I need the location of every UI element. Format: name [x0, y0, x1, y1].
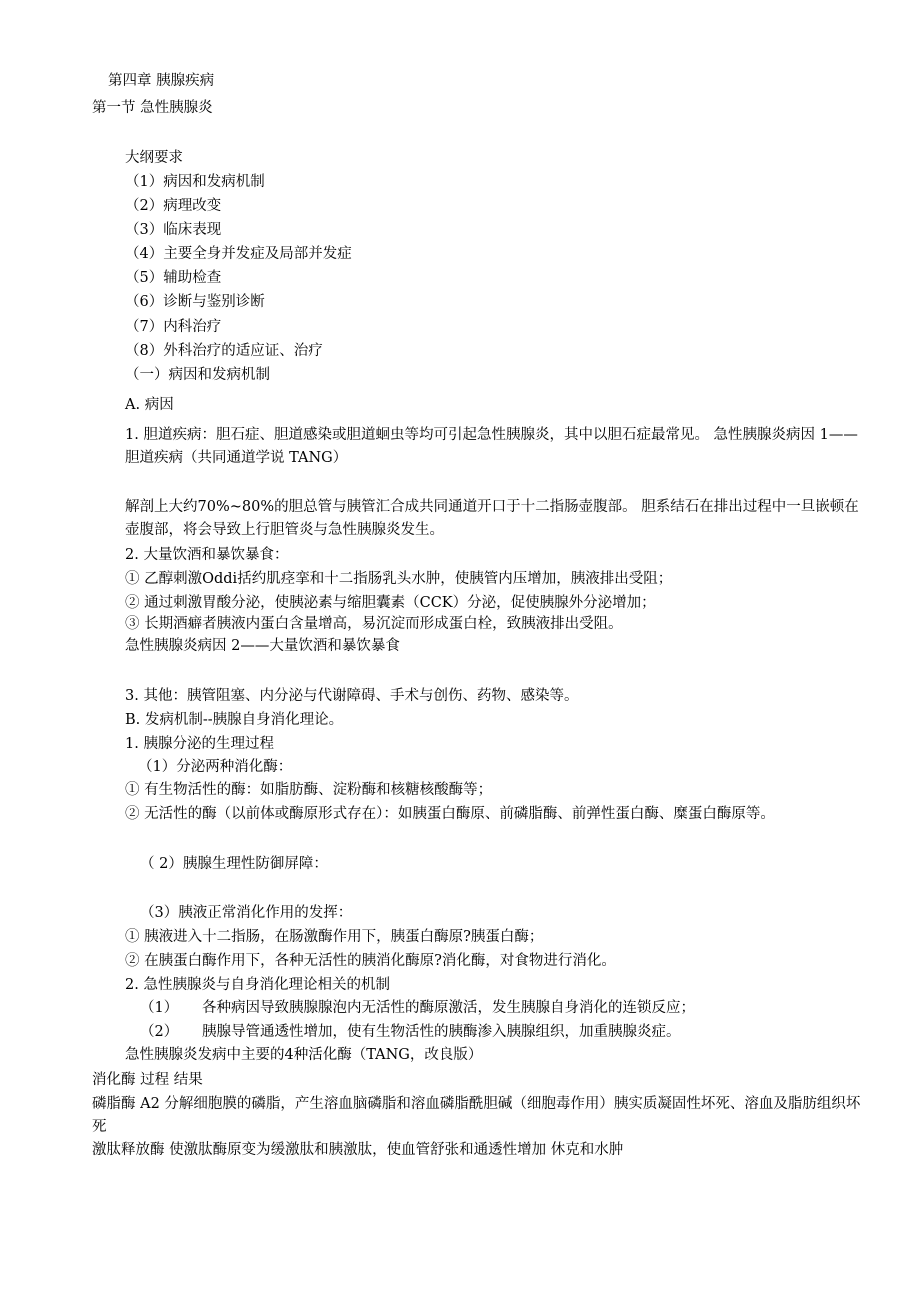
- enzyme-inactive: ② 无活性的酶（以前体或酶原形式存在）：如胰蛋白酶原、前磷脂酶、前弹性蛋白酶、糜蛋白酶原等。: [125, 806, 775, 822]
- cause2-item: ③ 长期酒癖者胰液内蛋白含量增高，易沉淀而形成蛋白栓，致胰液排出受阻。: [125, 616, 623, 632]
- outline-item: （2）病理改变: [125, 198, 222, 214]
- cause2-item: ② 通过刺激胃酸分泌，使胰泌素与缩胆囊素（CCK）分泌，促使胰腺外分泌增加；: [125, 595, 656, 611]
- mechanism-sub2-text: 各种病因导致胰腺腺泡内无活性的酶原激活，发生胰腺自身消化的连锁反应；: [202, 1000, 695, 1016]
- cause2-item: ① 乙醇刺激Oddi括约肌痉挛和十二指肠乳头水肿，使胰管内压增加，胰液排出受阻；: [125, 571, 673, 587]
- mechanism-sub1-heading: 1. 胰腺分泌的生理过程: [125, 736, 274, 752]
- mechanism-sub1-2: （ 2）胰腺生理性防御屏障：: [140, 856, 328, 872]
- table-row-kallikrein: 激肽释放酶 使激肽酶原变为缓激肽和胰激肽，使血管舒张和通透性增加 休克和水肿: [92, 1142, 624, 1158]
- cause3-paragraph: 3. 其他：胰管阻塞、内分泌与代谢障碍、手术与创伤、药物、感染等。: [125, 688, 579, 704]
- mechanism-sub2-num: （2）: [140, 1024, 179, 1040]
- outline-item: （4）主要全身并发症及局部并发症: [125, 246, 352, 262]
- chapter-title: 第四章 胰腺疾病: [108, 73, 215, 89]
- outline-item: （5）辅助检查: [125, 270, 222, 286]
- mechanism-sub1-3: （3）胰液正常消化作用的发挥：: [140, 905, 353, 921]
- cause2-summary: 急性胰腺炎病因 2——大量饮酒和暴饮暴食: [125, 638, 400, 654]
- mechanism-heading: B. 发病机制--胰腺自身消化理论。: [125, 712, 344, 728]
- table-header: 消化酶 过程 结果: [92, 1072, 203, 1088]
- outline-item: （6）诊断与鉴别诊断: [125, 294, 265, 310]
- mechanism-sub2-heading: 2. 急性胰腺炎与自身消化理论相关的机制: [125, 977, 390, 993]
- enzyme-active: ① 有生物活性的酶：如脂肪酶、淀粉酶和核糖核酸酶等；: [125, 782, 493, 798]
- digest-item: ② 在胰蛋白酶作用下，各种无活性的胰消化酶原?消化酶，对食物进行消化。: [125, 953, 616, 969]
- outline-item: （1）病因和发病机制: [125, 174, 265, 190]
- mechanism-sub1-1: （1）分泌两种消化酶：: [138, 759, 293, 775]
- cause2-heading: 2. 大量饮酒和暴饮暴食：: [125, 547, 289, 563]
- outline-item: （8）外科治疗的适应证、治疗: [125, 343, 323, 359]
- cause1-paragraph: 1. 胆道疾病：胆石症、胆道感染或胆道蛔虫等均可引起急性胰腺炎，其中以胆石症最常见。 急性胰腺炎病因 1——胆道疾病（共同通道学说 TANG）: [125, 427, 858, 466]
- table-row-phospholipase: 磷脂酶 A2 分解细胞膜的磷脂，产生溶血脑磷脂和溶血磷脂酰胆碱（细胞毒作用）胰实质凝固性坏死、溶血及脂肪组织坏死: [92, 1096, 861, 1135]
- outline-heading: 大纲要求: [125, 150, 183, 166]
- outline-item: （7）内科治疗: [125, 319, 222, 335]
- outline-item: （3）临床表现: [125, 222, 222, 238]
- part1-heading: （一）病因和发病机制: [125, 367, 270, 383]
- cause-heading: A. 病因: [125, 397, 174, 413]
- digest-item: ① 胰液进入十二指肠，在肠激酶作用下，胰蛋白酶原?胰蛋白酶；: [125, 929, 544, 945]
- mechanism-sub2-num: （1）: [140, 1000, 179, 1016]
- four-enzymes-heading: 急性胰腺炎发病中主要的4种活化酶（TANG，改良版）: [125, 1047, 483, 1063]
- anatomy-paragraph: 解剖上大约70%~80%的胆总管与胰管汇合成共同通道开口于十二指肠壶腹部。 胆系结石在排出过程中一旦嵌顿在壶腹部，将会导致上行胆管炎与急性胰腺炎发生。: [125, 499, 859, 538]
- mechanism-sub2-text: 胰腺导管通透性增加，使有生物活性的胰酶渗入胰腺组织，加重胰腺炎症。: [202, 1024, 681, 1040]
- section-title: 第一节 急性胰腺炎: [92, 100, 213, 116]
